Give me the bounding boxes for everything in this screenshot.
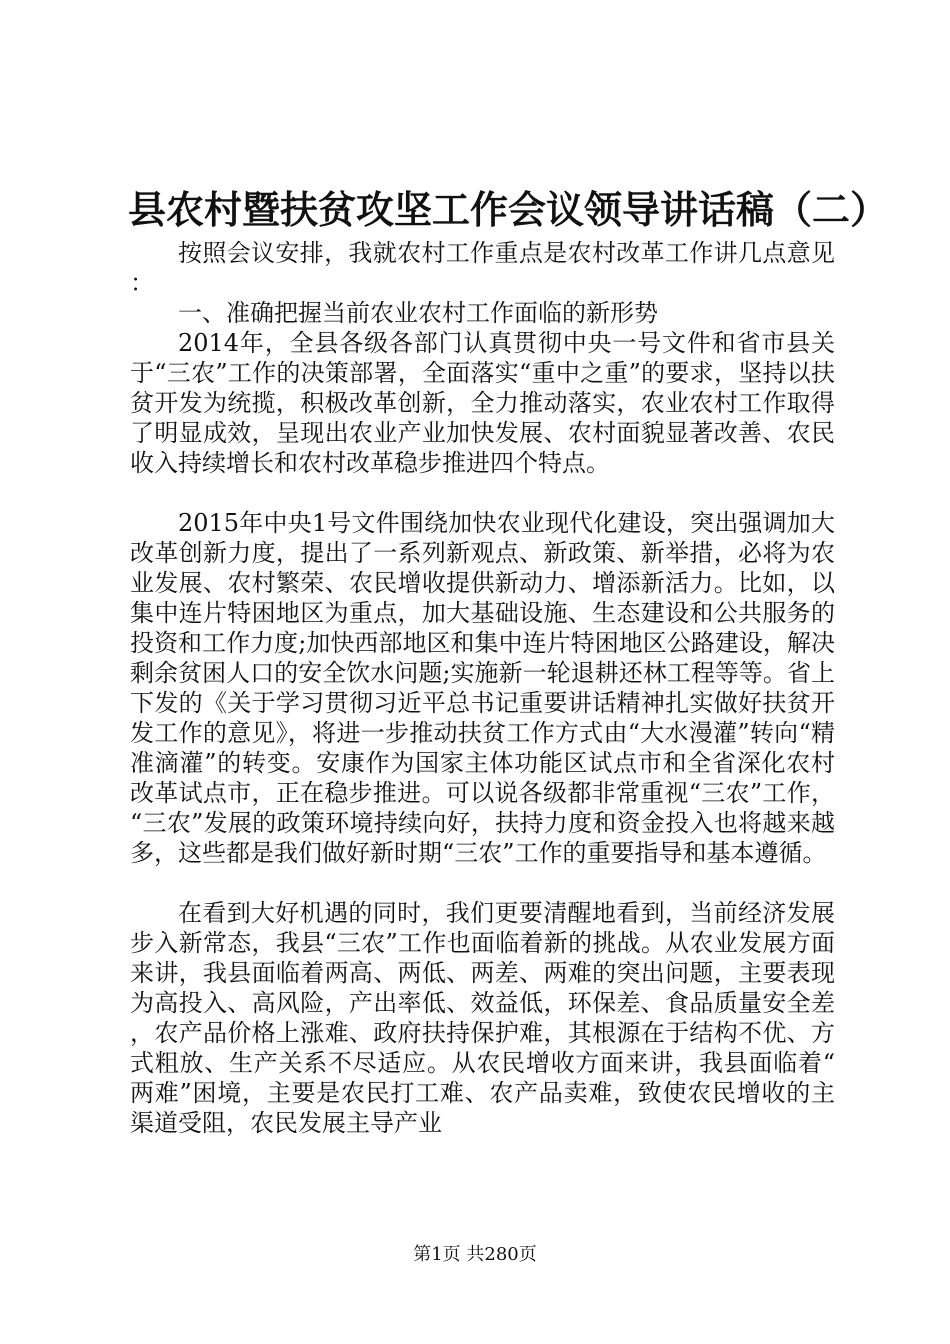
paragraph-challenges: 在看到大好机遇的同时，我们更要清醒地看到，当前经济发展步入新常态，我县“三农”工作也面临着新的挑战。从农业发展方面来讲，我县面临着两高、两低、两差、两难的突出问题，主要表现为高投入、高风险，产出率低、效益低，环保差、食品质量安全差，农产品价格上涨难、政府扶持保护难，其根源在于结构不优、方式粗放、生产关系不尽适应。从农民增收方面来讲，我县面临着“两难”困境，主要是农民打工难、农产品卖难，致使农民增收的主渠道受阻，农民发展主导产业: [130, 899, 835, 1137]
paragraph-intro: 按照会议安排，我就农村工作重点是农村改革工作讲几点意见：: [130, 239, 835, 297]
paragraph-2015: 2015年中央1号文件围绕加快农业现代化建设，突出强调加大改革创新力度，提出了一系列新观点、新政策、新举措，必将为农业发展、农村繁荣、农民增收提供新动力、增添新活力。比如，以集中连片特困地区为重点，加大基础设施、生态建设和公共服务的投资和工作力度;加快西部地区和集中连片特困地区公路建设，解决剩余贫困人口的安全饮水问题;实施新一轮退耕还林工程等等。省上下发的《关于学习贯彻习近平总书记重要讲话精神扎实做好扶贫开发工作的意见》，将进一步推动扶贫工作方式由“大水漫灌”转向“精准滴灌”的转变。安康作为国家主体功能区试点市和全省深化农村改革试点市，正在稳步推进。可以说各级都非常重视“三农”工作，“三农”发展的政策环境持续向好，扶持力度和资金投入也将越来越多，这些都是我们做好新时期“三农”工作的重要指导和基本遵循。: [130, 509, 835, 867]
document-body: [130, 238, 835, 1138]
document-title: 县农村暨扶贫攻坚工作会议领导讲话稿（二）: [128, 187, 889, 232]
page-number-footer: 第1页 共280页: [413, 1244, 537, 1265]
section-heading-1: 一、准确把握当前农业农村工作面临的新形势: [178, 299, 658, 327]
paragraph-2014: 2014年，全县各级各部门认真贯彻中央一号文件和省市县关于“三农”工作的决策部署，全面落实“重中之重”的要求，坚持以扶贫开发为统揽，积极改革创新，全力推动落实，农业农村工作取得了明显成效，呈现出农业产业加快发展、农村面貌显著改善、农民收入持续增长和农村改革稳步推进四个特点。: [130, 329, 835, 477]
